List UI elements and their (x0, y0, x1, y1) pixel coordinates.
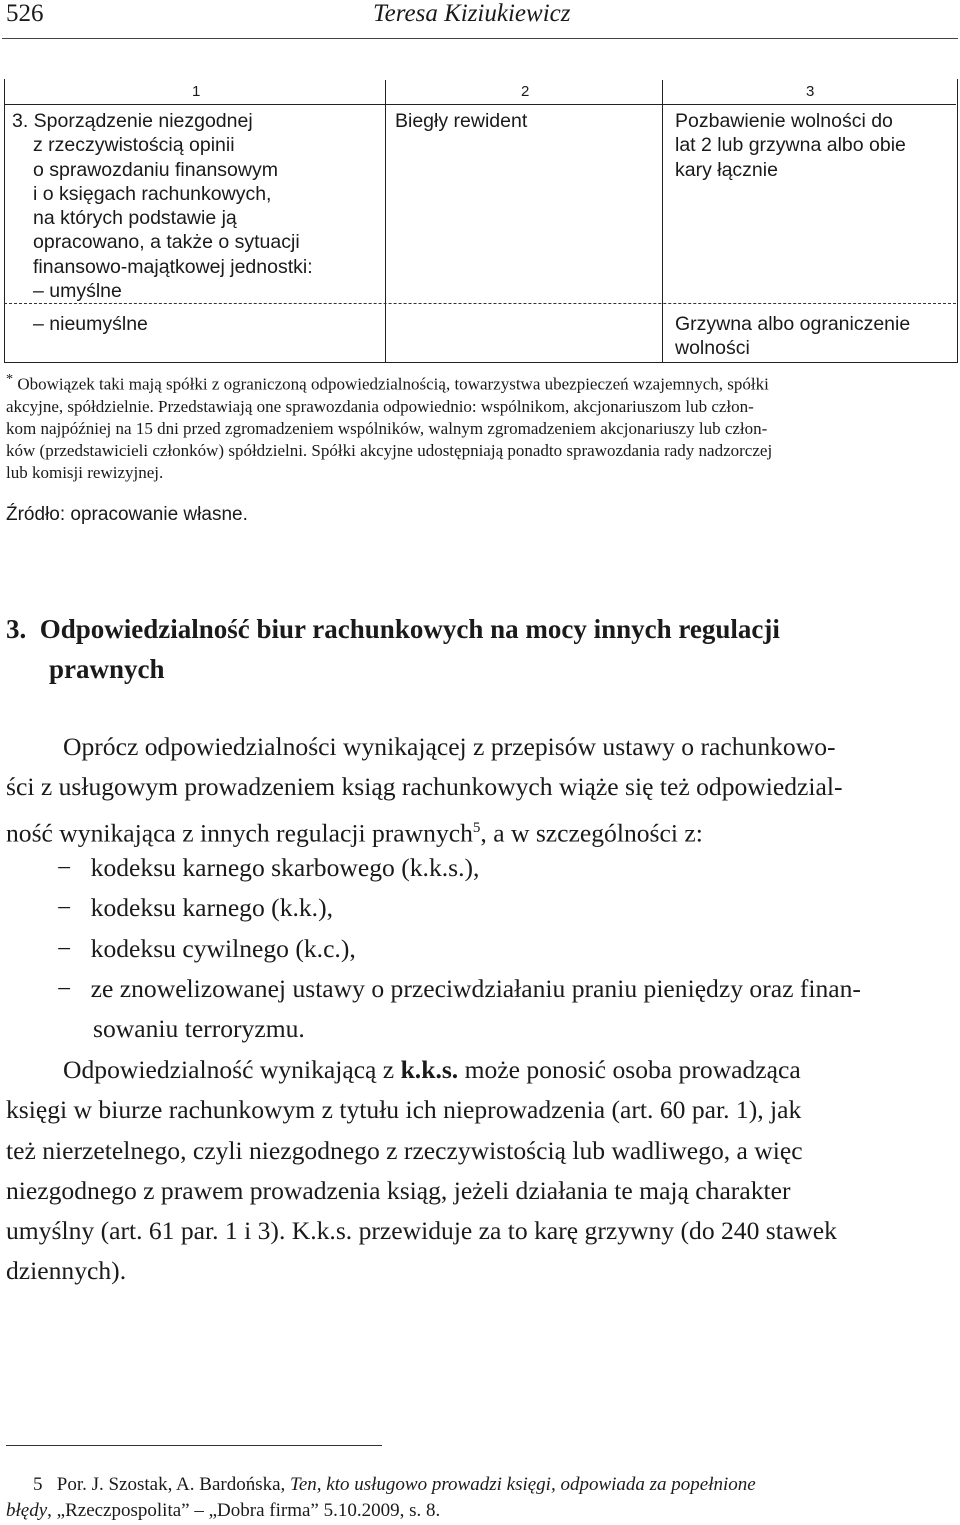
footnote-line: akcyjne, spółdzielnie. Przedstawiają one sprawozdania odpowiednio: wspólnikom, akcjonariuszom lub człon- (6, 396, 754, 416)
table-col-number-2: 2 (521, 83, 530, 100)
table-column-divider-1 (385, 80, 386, 363)
law-list (57, 848, 957, 1049)
paragraph-line: Oprócz odpowiedzialności wynikającej z przepisów ustawy o rachunkowo- (63, 732, 836, 761)
section-title: Odpowiedzialność biur rachunkowych na mocy innych regulacji (39, 614, 780, 644)
table-row1-col1 (12, 109, 380, 303)
paragraph-text: , a w szczególności z: (480, 818, 703, 848)
footnote-line: lub komisji rewizyjnej. (6, 462, 164, 482)
section-heading-line (6, 609, 956, 649)
paragraph-text: ność wynikająca z innych regulacji prawnych (6, 818, 473, 848)
footnote-line (6, 1472, 956, 1498)
table-row1-col3 (675, 109, 955, 182)
list-item (57, 848, 957, 888)
header-rule (2, 38, 958, 39)
list-item-text: ze znowelizowanej ustawy o przeciwdziałaniu praniu pieniędzy oraz finan- (90, 973, 861, 1003)
list-item (57, 929, 957, 969)
footnote-text: Por. J. Szostak, A. Bardońska, (56, 1474, 291, 1495)
footnote-marker: * (6, 371, 14, 387)
paragraph-line (6, 808, 956, 854)
table-cell-line: wolności (675, 337, 750, 360)
table-cell-line: lat 2 lub grzywna albo obie (675, 134, 906, 157)
table-footnote (6, 368, 956, 484)
paragraph-line: ści z usługowym prowadzeniem ksiąg rachunkowych wiąże się też odpowiedzial- (6, 772, 843, 802)
footnote-reference: 5 (472, 819, 481, 836)
list-item (57, 969, 957, 1009)
list-item-text: kodeksu karnego (k.k.), (90, 893, 334, 923)
table-cell-line: na których podstawie ją (33, 207, 237, 230)
list-dash: − (57, 933, 72, 963)
table-row1-col2: Biegły rewident (395, 110, 528, 132)
table-source: Źródło: opracowanie własne. (6, 504, 248, 525)
table-col-number-1: 1 (192, 83, 201, 100)
footnote-title: błędy (6, 1500, 48, 1521)
table-cell-line: Grzywna albo ograniczenie (675, 313, 911, 335)
paragraph-text: może ponosić osoba prowadząca (458, 1055, 801, 1084)
list-item-cont: sowaniu terroryzmu. (93, 1014, 305, 1044)
table-cell-line: 3. Sporządzenie niezgodnej (12, 110, 253, 132)
table-cell-line: – umyślne (33, 280, 122, 303)
footnote-line (6, 368, 956, 396)
section-number: 3. (6, 614, 27, 644)
section-heading (6, 609, 956, 689)
paragraph-line (6, 1050, 956, 1090)
section-title-cont: prawnych (49, 654, 165, 684)
footnote-number: 5 (33, 1474, 43, 1495)
footnote-text: , „Rzeczpospolita” – „Dobra firma” 5.10.2009, s. 8. (47, 1500, 441, 1521)
footnote-line (6, 1498, 956, 1524)
paragraph-line: księgi w biurze rachunkowym z tytułu ich nieprowadzenia (art. 60 par. 1), jak (6, 1095, 802, 1125)
list-dash: − (57, 853, 72, 882)
footnote-5 (6, 1472, 956, 1524)
list-item-text: kodeksu karnego skarbowego (k.k.s.), (90, 853, 480, 882)
footnote-line: kom najpóźniej na 15 dni przed zgromadzeniem wspólników, walnym zgromadzeniem akcjonariuszy lub człon- (6, 418, 768, 438)
table-header-rule (4, 104, 956, 105)
table-dashed-separator (4, 303, 956, 304)
table-cell-line: o sprawozdaniu finansowym (33, 158, 278, 181)
footnote-line: ków (przedstawicieli członków) spółdzielni. Spółki akcyjne udostępniają ponadto sprawozdania rady nadzorczej (6, 440, 773, 460)
paragraph-2 (6, 1050, 956, 1292)
paragraph-bold-text: k.k.s. (400, 1055, 459, 1084)
list-dash: − (57, 893, 72, 923)
table-cell-line: z rzeczywistością opinii (33, 134, 235, 157)
page-number: 526 (6, 0, 44, 27)
table-cell-line: finansowo-majątkowej jednostki: (33, 255, 313, 278)
list-item-text: kodeksu cywilnego (k.c.), (90, 933, 356, 963)
table-cell-line: opracowano, a także o sytuacji (33, 231, 300, 254)
table-row2-col3 (675, 312, 955, 361)
table-cell-line: i o księgach rachunkowych, (33, 182, 272, 205)
table-cell-line: kary łącznie (675, 158, 778, 181)
running-header-author: Teresa Kiziukiewicz (373, 0, 571, 27)
paragraph-text: Odpowiedzialność wynikającą z (63, 1055, 401, 1084)
paragraph-line: umyślny (art. 61 par. 1 i 3). K.k.s. przewiduje za to karę grzywny (do 240 stawek (6, 1216, 837, 1246)
list-item (57, 888, 957, 928)
table-cell-line: Pozbawienie wolności do (675, 110, 893, 132)
footnote-title: Ten, kto usługowo prowadzi księgi, odpowiada za popełnione (290, 1474, 756, 1495)
table-column-divider-2 (662, 80, 663, 363)
list-dash: − (57, 973, 72, 1003)
table-row2-col1: – nieumyślne (33, 313, 148, 335)
table-col-number-3: 3 (806, 83, 815, 100)
paragraph-line: niezgodnego z prawem prowadzenia ksiąg, jeżeli działania te mają charakter (6, 1175, 791, 1205)
footnote-text: Obowiązek taki mają spółki z ograniczoną odpowiedzialnością, towarzystwa ubezpieczeń wzajemnych, spółki (13, 374, 769, 394)
paragraph-line: dziennych). (6, 1256, 127, 1286)
paragraph-1 (6, 727, 956, 853)
paragraph-line: też nierzetelnego, czyli niezgodnego z rzeczywistością lub wadliwego, a więc (6, 1135, 803, 1165)
footnote-rule (6, 1445, 382, 1446)
